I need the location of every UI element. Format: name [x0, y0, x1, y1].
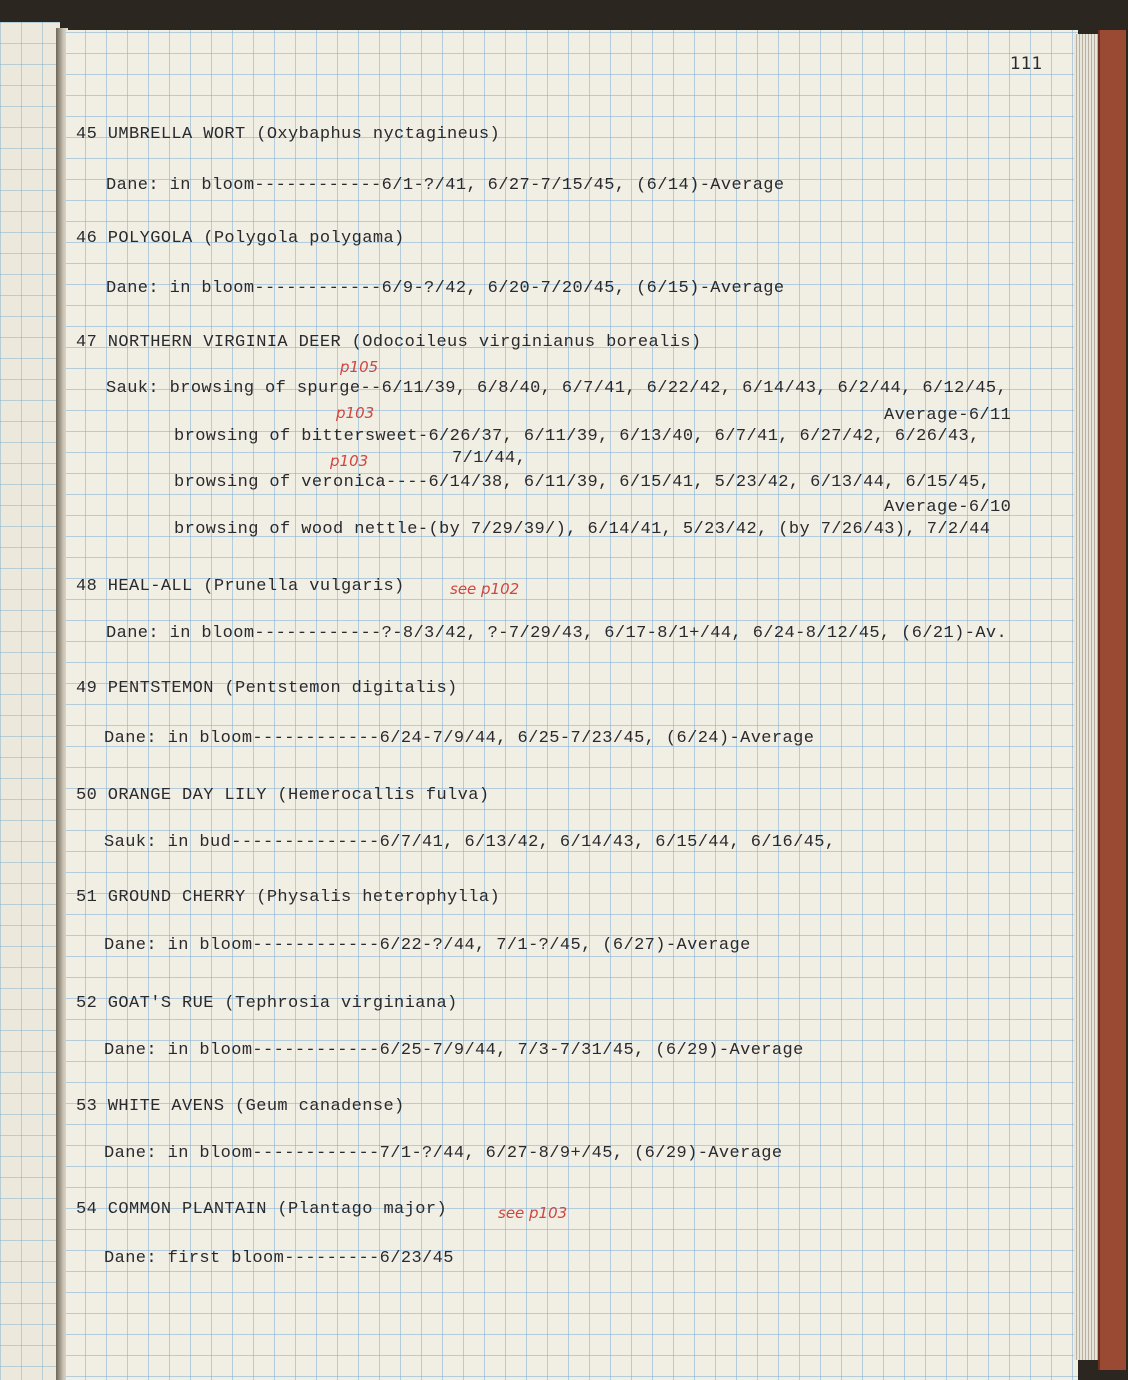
entry-heading: 50 ORANGE DAY LILY (Hemerocallis fulva)	[76, 786, 490, 805]
page-edges	[1074, 34, 1100, 1360]
average-note: Average-6/10	[884, 498, 1012, 517]
entry-heading: 46 POLYGOLA (Polygola polygama)	[76, 229, 405, 248]
entry-detail: browsing of bittersweet-6/26/37, 6/11/39, 6/13/40, 6/7/41, 6/27/42, 6/26/43,	[174, 427, 980, 446]
book-cover	[1098, 30, 1126, 1370]
entry-detail: Dane: first bloom---------6/23/45	[104, 1249, 454, 1268]
entry-detail: browsing of veronica----6/14/38, 6/11/39, 6/15/41, 5/23/42, 6/13/44, 6/15/45,	[174, 473, 991, 492]
entry-detail: Dane: in bloom------------6/22-?/44, 7/1-?/45, (6/27)-Average	[104, 936, 751, 955]
margin-annotation: p105	[340, 358, 379, 376]
entry-heading: 52 GOAT'S RUE (Tephrosia virginiana)	[76, 994, 458, 1013]
entry-detail: 7/1/44,	[452, 449, 527, 468]
margin-annotation: p103	[336, 404, 375, 422]
entry-detail: Dane: in bloom------------6/1-?/41, 6/27-7/15/45, (6/14)-Average	[106, 176, 785, 195]
margin-annotation: p103	[330, 452, 369, 470]
entry-detail: Dane: in bloom------------6/24-7/9/44, 6/25-7/23/45, (6/24)-Average	[104, 729, 815, 748]
left-page	[0, 22, 60, 1380]
entry-detail: Sauk: browsing of spurge--6/11/39, 6/8/40, 6/7/41, 6/22/42, 6/14/43, 6/2/44, 6/12/45,	[106, 379, 1008, 398]
entry-detail: Dane: in bloom------------6/9-?/42, 6/20-7/20/45, (6/15)-Average	[106, 279, 785, 298]
average-note: Average-6/11	[884, 406, 1012, 425]
entry-heading: 45 UMBRELLA WORT (Oxybaphus nyctagineus)	[76, 125, 501, 144]
margin-annotation: see p103	[498, 1204, 568, 1222]
entry-detail: Sauk: in bud--------------6/7/41, 6/13/42, 6/14/43, 6/15/44, 6/16/45,	[104, 833, 836, 852]
entry-heading: 47 NORTHERN VIRGINIA DEER (Odocoileus virginianus borealis)	[76, 333, 702, 352]
entry-heading: 53 WHITE AVENS (Geum canadense)	[76, 1097, 405, 1116]
entry-heading: 51 GROUND CHERRY (Physalis heterophylla)	[76, 888, 501, 907]
entry-heading: 48 HEAL-ALL (Prunella vulgaris)	[76, 577, 405, 596]
margin-annotation: see p102	[450, 580, 520, 598]
page-number: 111	[1010, 54, 1043, 74]
entry-detail: browsing of wood nettle-(by 7/29/39/), 6/14/41, 5/23/42, (by 7/26/43), 7/2/44	[174, 520, 991, 539]
entry-detail: Dane: in bloom------------6/25-7/9/44, 7/3-7/31/45, (6/29)-Average	[104, 1041, 804, 1060]
entry-heading: 54 COMMON PLANTAIN (Plantago major)	[76, 1200, 448, 1219]
entry-detail: Dane: in bloom------------7/1-?/44, 6/27-8/9+/45, (6/29)-Average	[104, 1144, 783, 1163]
entry-heading: 49 PENTSTEMON (Pentstemon digitalis)	[76, 679, 458, 698]
entry-detail: Dane: in bloom------------?-8/3/42, ?-7/29/43, 6/17-8/1+/44, 6/24-8/12/45, (6/21)-Av.	[106, 624, 1008, 643]
